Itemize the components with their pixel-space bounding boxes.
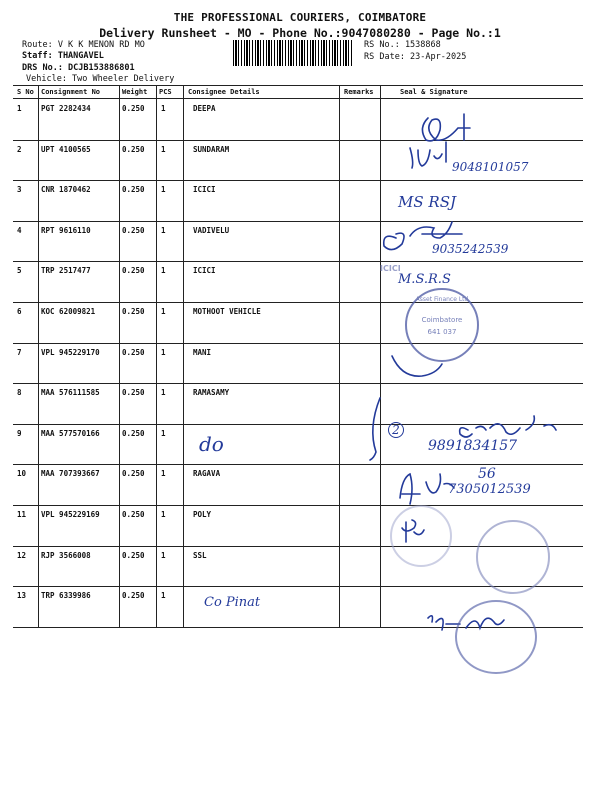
- drs-label: DRS No.: DCJB153886801: [22, 63, 135, 73]
- row-consignee: VADIVELU: [193, 226, 230, 235]
- row-sno: 13: [17, 591, 27, 600]
- row-consignment-no: MAA 707393667: [41, 469, 100, 478]
- row-weight: 0.250: [122, 551, 145, 560]
- row-weight: 0.250: [122, 226, 145, 235]
- staff-label: Staff: THANGAVEL: [22, 51, 104, 61]
- signature-row10: [400, 474, 454, 504]
- faint-stamp: [390, 505, 452, 567]
- row-consignee: SUNDARAM: [193, 145, 230, 154]
- header-sno: S No: [17, 88, 34, 96]
- stamp-city: Coimbatore: [421, 316, 463, 324]
- faint-bank-stamp: ICICI: [380, 264, 401, 273]
- row-consignment-no: VPL 945229170: [41, 348, 100, 357]
- row-pcs: 1: [161, 510, 166, 519]
- row-consignee: MANI: [193, 348, 212, 357]
- stamp-code: 641 037: [427, 328, 457, 336]
- row-weight: 0.250: [122, 185, 145, 194]
- handwritten-consignee: Co Pinat: [204, 595, 261, 610]
- handwritten-consignee: do: [199, 432, 224, 456]
- row-sno: 8: [17, 388, 22, 397]
- row-consignee: MOTHOOT VEHICLE: [193, 307, 261, 316]
- row-weight: 0.250: [122, 591, 145, 600]
- company-seal-stamp: [405, 288, 479, 362]
- faint-stamp: [476, 520, 550, 594]
- row-weight: 0.250: [122, 510, 145, 519]
- row-pcs: 1: [161, 429, 166, 438]
- row-consignment-no: TRP 2517477: [41, 266, 91, 275]
- row-consignee: ICICI: [193, 266, 216, 275]
- header-remarks: Remarks: [344, 88, 374, 96]
- row-consignment-no: RPT 9616110: [41, 226, 91, 235]
- row-pcs: 1: [161, 226, 166, 235]
- row-pcs: 1: [161, 388, 166, 397]
- signature-row2: [410, 142, 446, 168]
- row-pcs: 1: [161, 307, 166, 316]
- row-pcs: 1: [161, 145, 166, 154]
- row-consignment-no: VPL 945229169: [41, 510, 100, 519]
- signature-row9: [460, 416, 556, 437]
- row-pcs: 1: [161, 185, 166, 194]
- header-pcs: PCS: [159, 88, 172, 96]
- row-pcs: 1: [161, 551, 166, 560]
- row-pcs: 1: [161, 348, 166, 357]
- runsheet-subtitle: Delivery Runsheet - MO - Phone No.:9047080280 - Page No.:1: [99, 26, 501, 40]
- row-weight: 0.250: [122, 104, 145, 113]
- row-weight: 0.250: [122, 145, 145, 154]
- row-weight: 0.250: [122, 348, 145, 357]
- rs-date: RS Date: 23-Apr-2025: [364, 52, 467, 62]
- row-sno: 7: [17, 348, 22, 357]
- row-sno: 9: [17, 429, 22, 438]
- row-sno: 2: [17, 145, 22, 154]
- handwritten-note: M.S.R.S: [398, 272, 451, 287]
- row-consignment-no: PGT 2282434: [41, 104, 91, 113]
- row-sno: 3: [17, 185, 22, 194]
- row-sno: 11: [17, 510, 27, 519]
- row-consignee: ICICI: [193, 185, 216, 194]
- row-consignment-no: MAA 577570166: [41, 429, 100, 438]
- row-pcs: 1: [161, 266, 166, 275]
- row-consignment-no: CNR 1870462: [41, 185, 91, 194]
- header-weight: Weight: [122, 88, 148, 96]
- row-consignment-no: UPT 4100565: [41, 145, 91, 154]
- row-consignee: RAGAVA: [193, 469, 221, 478]
- stamp-text: Asset Finance Ltd: [415, 296, 469, 303]
- row-pcs: 1: [161, 104, 166, 113]
- row-consignee: RAMASAMY: [193, 388, 230, 397]
- row-consignment-no: KOC 62009821: [41, 307, 96, 316]
- row-pcs: 1: [161, 469, 166, 478]
- handwritten-phone: 7305012539: [448, 482, 531, 497]
- header-consignee: Consignee Details: [188, 88, 260, 96]
- row-consignment-no: RJP 3566008: [41, 551, 91, 560]
- row-sno: 12: [17, 551, 27, 560]
- row-weight: 0.250: [122, 307, 145, 316]
- handwritten-phone: 9035242539: [432, 242, 509, 256]
- row-weight: 0.250: [122, 469, 145, 478]
- row-sno: 10: [17, 469, 27, 478]
- signature-row1: [422, 114, 470, 141]
- handwritten-note: 56: [478, 466, 496, 482]
- row-sno: 5: [17, 266, 22, 275]
- row-weight: 0.250: [122, 388, 145, 397]
- row-weight: 0.250: [122, 429, 145, 438]
- rs-number: RS No.: 1538868: [364, 40, 441, 50]
- row-consignee: POLY: [193, 510, 212, 519]
- route-label: Route: V K K MENON RD MO: [22, 40, 145, 50]
- row-sno: 6: [17, 307, 22, 316]
- row-consignment-no: MAA 576111585: [41, 388, 100, 397]
- header-consignment: Consignment No: [41, 88, 101, 96]
- row-sno: 4: [17, 226, 22, 235]
- row-pcs: 1: [161, 591, 166, 600]
- handwritten-phone: 9891834157: [428, 438, 518, 454]
- company-seal-stamp: [455, 600, 537, 674]
- row-consignment-no: TRP 6339986: [41, 591, 91, 600]
- company-title: THE PROFESSIONAL COURIERS, COIMBATORE: [173, 11, 427, 24]
- row-consignee: SSL: [193, 551, 207, 560]
- remarks-circle-note: 2: [388, 422, 404, 438]
- remarks-bracket: [370, 398, 380, 460]
- header-seal-signature: Seal & Signature: [400, 88, 468, 96]
- row-consignee: DEEPA: [193, 104, 216, 113]
- vehicle-label: Vehicle: Two Wheeler Delivery: [26, 74, 175, 84]
- row-sno: 1: [17, 104, 22, 113]
- handwritten-note: MS RSJ: [398, 193, 456, 211]
- row-weight: 0.250: [122, 266, 145, 275]
- handwritten-phone: 9048101057: [452, 160, 529, 174]
